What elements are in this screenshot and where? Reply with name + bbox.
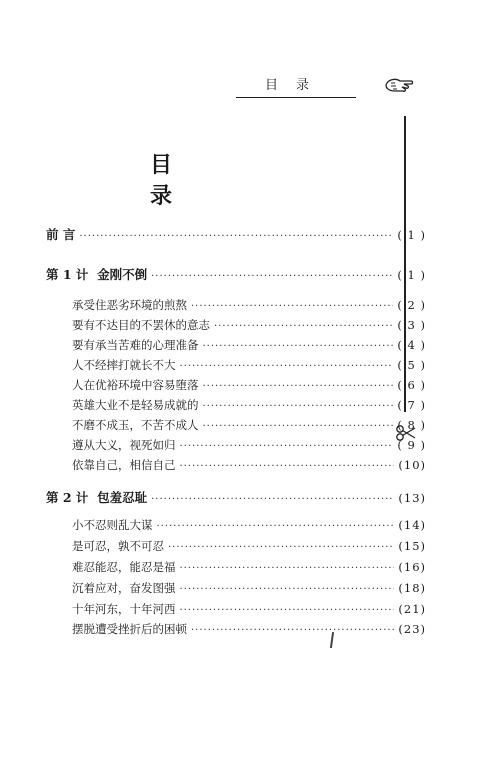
toc-entry-page: ( 6 ) — [397, 378, 426, 392]
toc-entry-label: 不磨不成玉，不苦不成人 — [72, 418, 199, 432]
dot-leader — [168, 542, 394, 553]
dot-leader — [180, 584, 395, 595]
dot-leader — [151, 271, 393, 282]
toc-entry-page: (13) — [398, 491, 426, 505]
dot-leader — [151, 494, 394, 505]
toc-entry-label: 要有承当苦难的心理准备 — [72, 338, 199, 352]
dot-leader — [79, 231, 393, 242]
dot-leader — [191, 301, 393, 312]
toc-entry-label: 人在优裕环境中容易堕落 — [72, 378, 199, 392]
toc-entry-page: (15) — [398, 539, 426, 553]
toc-entry[interactable] — [72, 337, 426, 353]
toc-entry-label: 沉着应对，奋发图强 — [72, 581, 176, 595]
toc-entry-page: ( 2 ) — [397, 298, 426, 312]
toc-entry-label: 第 2 计 包羞忍耻 — [46, 490, 148, 505]
toc-entry[interactable] — [72, 457, 426, 473]
toc-entry[interactable] — [72, 357, 426, 373]
toc-entry-label: 前 言 — [46, 227, 76, 242]
dot-leader — [180, 361, 394, 372]
toc-entry-page: ( 9 ) — [397, 438, 426, 452]
toc-entry-page: ( 5 ) — [397, 358, 426, 372]
toc-entry[interactable] — [72, 538, 426, 554]
toc-entry[interactable] — [72, 559, 426, 575]
toc-entry[interactable] — [72, 517, 426, 533]
toc-entry-page: ( 7 ) — [397, 398, 426, 412]
toc-entry-page: (23) — [398, 622, 426, 636]
toc-entry[interactable] — [46, 488, 426, 506]
dot-leader — [203, 341, 394, 352]
toc-entry-page: (10) — [398, 458, 426, 472]
toc-entry[interactable] — [72, 417, 426, 433]
toc-entry-page: ( 1 ) — [397, 228, 426, 242]
pointing-hand-icon — [384, 76, 414, 94]
toc-entry-page: ( 1 ) — [397, 268, 426, 282]
dot-leader — [180, 441, 394, 452]
dot-leader — [180, 605, 395, 616]
dot-leader — [180, 461, 395, 472]
toc-entry-label: 英雄大业不是轻易成就的 — [72, 398, 199, 412]
toc-entry-label: 小不忍则乱大谋 — [72, 518, 153, 532]
toc-entry-label: 人不经摔打就长不大 — [72, 358, 176, 372]
toc-entry-page: (21) — [398, 602, 426, 616]
dot-leader — [203, 401, 394, 412]
dot-leader — [214, 321, 393, 332]
toc-entry[interactable] — [72, 437, 426, 453]
toc-entry-label: 要有不达目的不罢休的意志 — [72, 318, 210, 332]
toc-entry-label: 十年河东，十年河西 — [72, 602, 176, 616]
toc-entry-label: 遵从大义，视死如归 — [72, 438, 176, 452]
toc-entry[interactable] — [72, 317, 426, 333]
toc-entry-label: 依靠自己，相信自己 — [72, 458, 176, 472]
toc-entry-label: 第 1 计 金刚不倒 — [46, 267, 148, 282]
toc-entry[interactable] — [46, 225, 426, 243]
toc-entry[interactable] — [72, 377, 426, 393]
toc-entry-page: ( 4 ) — [397, 338, 426, 352]
dot-leader — [180, 563, 395, 574]
dot-leader — [203, 381, 394, 392]
toc-entry-label: 承受住恶劣环境的煎熬 — [72, 298, 187, 312]
toc-entry-label: 难忍能忍，能忍是福 — [72, 560, 176, 574]
toc-entry-page: (18) — [398, 581, 426, 595]
dot-leader — [157, 521, 395, 532]
toc-entry-page: (14) — [398, 518, 426, 532]
toc-entry[interactable] — [72, 580, 426, 596]
toc-entry[interactable] — [72, 397, 426, 413]
toc-entry-label: 是可忍，孰不可忍 — [72, 539, 164, 553]
running-header: 目录 — [236, 74, 356, 98]
toc-entry-page: ( 3 ) — [397, 318, 426, 332]
toc-entry-page: ( 8 ) — [397, 418, 426, 432]
toc-entry[interactable] — [72, 297, 426, 313]
toc-entry-label: 摆脱遭受挫折后的困顿 — [72, 622, 187, 636]
toc-entry-page: (16) — [398, 560, 426, 574]
toc-entry[interactable] — [72, 621, 426, 637]
page-title: 目 录 — [150, 152, 213, 209]
toc-entry[interactable] — [72, 601, 426, 617]
dot-leader — [203, 421, 394, 432]
toc-entry[interactable] — [46, 265, 426, 283]
dot-leader — [191, 625, 394, 636]
